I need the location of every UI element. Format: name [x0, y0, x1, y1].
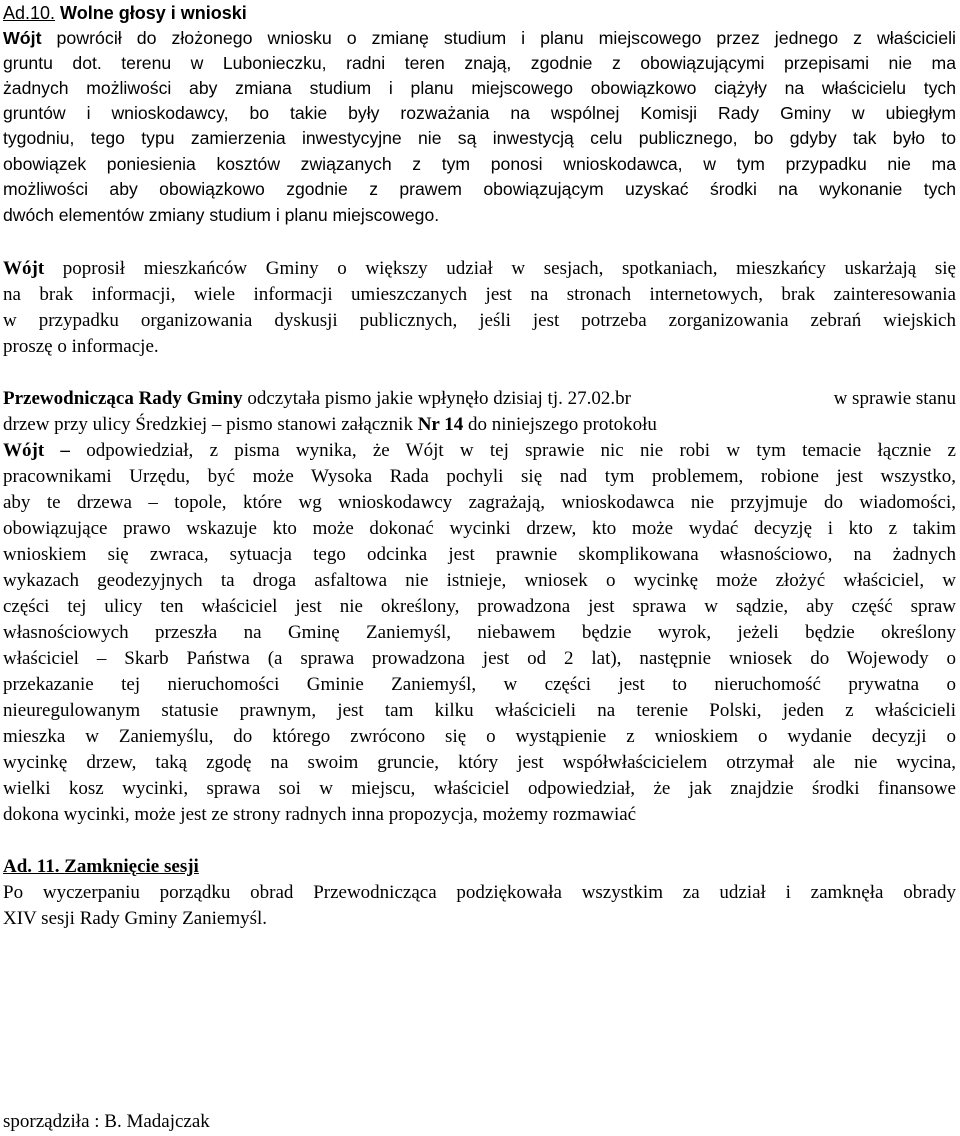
heading-number	[3, 856, 64, 877]
p3-line-1-pre: drzew przy ulicy Średzkiej – pismo stanowi załącznik	[3, 414, 418, 435]
p2-line-3: proszę o informacje.	[3, 336, 159, 357]
p3-body-line-8: właściciel – Skarb Państwa (a sprawa prowadzona jest od 2 lat), następnie wniosek do Wojewody o	[3, 648, 956, 669]
p3-line-1-post: do niniejszego protokołu	[463, 414, 657, 435]
p3-body-line-4: wnioskiem się zwraca, sytuacja tego odcinka jest prawnie skomplikowana własnościowo, na żadnych	[3, 544, 956, 565]
p1-line-5: obowiązek poniesienia kosztów związanych z tym ponosi wnioskodawca, w tym przypadku nie ma	[3, 154, 956, 174]
heading-title	[64, 856, 199, 877]
p3-body-line-14: dokona wycinki, może jest ze strony radnych inna propozycja, możemy rozmawiać	[3, 804, 637, 825]
p2-line-0	[3, 259, 956, 278]
p3-body-line-2: aby te drzewa – topole, które wg wnioskodawcy zagrażają, wnioskodawca nie przyjmuje do wiadomości,	[3, 492, 956, 513]
p3-body-line-12: wycinkę drzew, taką zgodę na swoim gruncie, który jest współwłaścicielem otrzymał ale nie wycina,	[3, 752, 956, 773]
p3-line-0	[3, 389, 956, 408]
p1-line-1: gruntu dot. terenu w Lubonieczku, radni teren znają, zgodnie z obowiązującymi przepisami nie ma	[3, 53, 956, 73]
p3-body-line-0	[3, 441, 956, 460]
p3-body-line-6: części tej ulicy ten właściciel jest nie określony, prowadzona jest sprawa w sądzie, aby część spraw	[3, 596, 956, 617]
attachment-number: Nr 14	[417, 414, 464, 435]
p3-line-0-tail: w sprawie stanu	[833, 388, 956, 409]
p3-body-line-13: wielki kosz wycinki, sprawa soi w miejscu, właściciel odpowiedział, że jak znajdzie środki finansowe	[3, 778, 956, 799]
p1-line-0-text: powrócił do złożonego wniosku o zmianę studium i planu miejscowego przez jednego z właścicieli	[41, 28, 956, 48]
p3-body-line-10: nieuregulowanym statusie prawnym, jest tam kilku właścicieli na terenie Polski, jeden z właścicieli	[3, 700, 956, 721]
heading-title-text: Zamknięcie sesji	[64, 856, 199, 877]
heading-title: Wolne głosy i wnioski	[55, 3, 247, 23]
chairwoman-label: Przewodnicząca Rady Gminy	[3, 388, 243, 409]
p2-line-0-text: poprosił mieszkańców Gminy o większy udział w sesjach, spotkaniach, mieszkańcy uskarżają się	[44, 258, 956, 279]
mayor-label: Wójt	[3, 28, 42, 48]
signature: sporządziła : B. Madajczak	[3, 1111, 210, 1132]
heading-number-text: Ad. 11.	[3, 856, 65, 877]
p2-line-2: w przypadku organizowania dyskusji publicznych, jeśli jest potrzeba zorganizowania zebrań wiejskich	[3, 310, 956, 331]
p1-line-7: dwóch elementów zmiany studium i planu miejscowego.	[3, 205, 440, 225]
mayor-label: Wójt –	[3, 440, 70, 461]
p3-body-line-5: wykazach geodezyjnych ta droga asfaltowa nie istnieje, wniosek o wycinkę może złożyć właściciel, w	[3, 570, 956, 591]
p1-line-2: żadnych możliwości aby zmiana studium i planu miejscowego obowiązkowo ciążyły na właścicielu tych	[3, 78, 956, 98]
p3-body-line-0-text: odpowiedział, z pisma wynika, że Wójt w tej sprawie nic nie robi w tym temacie łącznie z	[69, 440, 956, 461]
p3-body-line-9: przekazanie tej nieruchomości Gminie Zaniemyśl, w części jest to nieruchomość prywatna o	[3, 674, 956, 695]
p1-line-0	[3, 30, 956, 48]
p1-line-4: tygodniu, tego typu zamierzenia inwestycyjne nie są inwestycją celu publicznego, bo gdyby tak było to	[3, 128, 956, 148]
section-11-heading	[3, 857, 199, 876]
mayor-label: Wójt	[3, 258, 45, 279]
p3-body-line-3: obowiązujące prawo wskazuje kto może dokonać wycinki drzew, kto może wydać decyzję i kto z takim	[3, 518, 956, 539]
p2-line-1: na brak informacji, wiele informacji umieszczanych jest na stronach internetowych, brak zainteresowania	[3, 284, 956, 305]
p3-line-0-text: odczytała pismo jakie wpłynęło dzisiaj tj. 27.02.br	[242, 388, 631, 409]
p3-body-line-11: mieszka w Zaniemyślu, do którego zwrócono się o wystąpienie z wnioskiem o wydanie decyzji o	[3, 726, 956, 747]
p1-line-6: możliwości aby obowiązkowo zgodnie z prawem obowiązującym uzyskać środki na wykonanie tych	[3, 179, 956, 199]
s11-line-1: XIV sesji Rady Gminy Zaniemyśl.	[3, 908, 268, 929]
section-10-heading	[3, 4, 247, 22]
p3-body-line-1: pracownikami Urzędu, być może Wysoka Rada pochyli się nad tym problemem, robione jest wszystko,	[3, 466, 956, 487]
p3-body-line-7: własnościowych przeszła na Gminę Zaniemyśl, niebawem będzie wyrok, jeżeli będzie określony	[3, 622, 956, 643]
p1-line-3: gruntów i wnioskodawcy, bo takie były rozważania na wspólnej Komisji Rady Gminy w ubiegłym	[3, 103, 956, 123]
heading-number: Ad.10.	[3, 3, 56, 23]
p3-line-1	[3, 415, 657, 434]
s11-line-0: Po wyczerpaniu porządku obrad Przewodnicząca podziękowała wszystkim za udział i zamknęła obrady	[3, 882, 956, 903]
